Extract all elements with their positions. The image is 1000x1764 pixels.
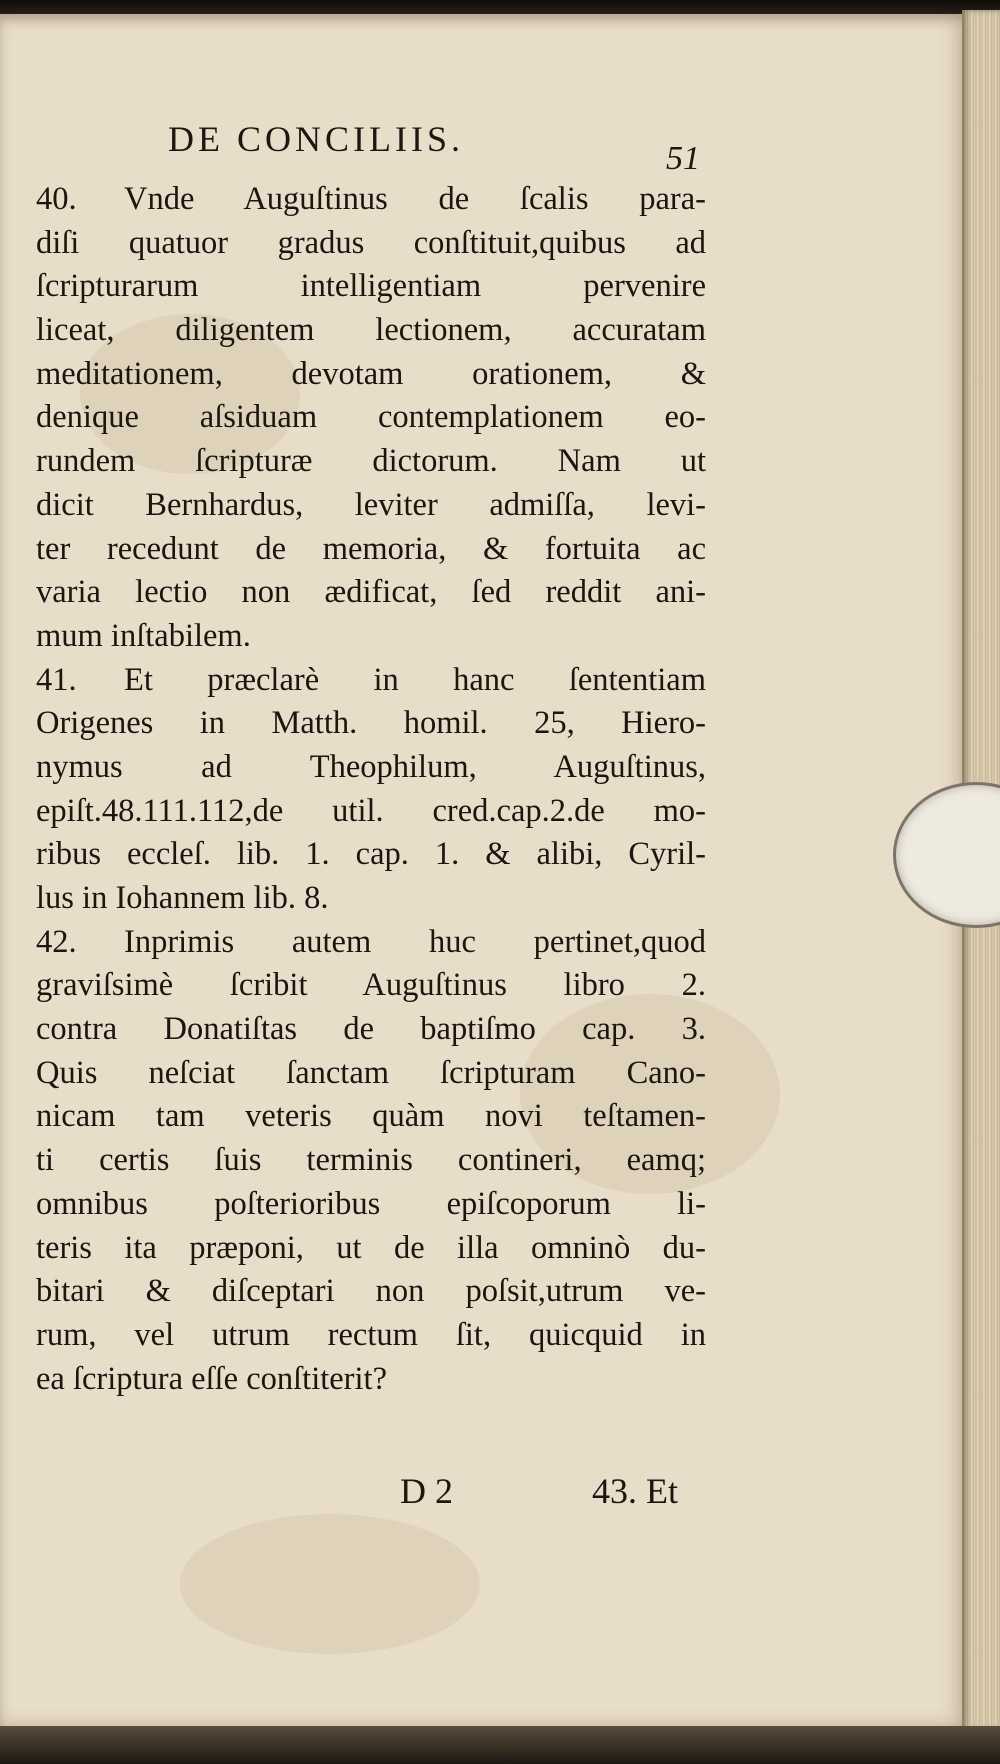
paragraph-line bbox=[36, 702, 706, 746]
running-head: DE CONCILIIS. bbox=[168, 119, 464, 159]
line-text: ea ſcriptura eſſe conſtiterit? bbox=[36, 1360, 387, 1397]
line-text: rum, vel utrum rectum ſit, quicquid in bbox=[36, 1316, 706, 1353]
paragraph-line bbox=[36, 964, 706, 1008]
paragraph-line bbox=[36, 615, 706, 659]
line-text: Origenes in Matth. homil. 25, Hiero- bbox=[36, 705, 706, 742]
line-text: Vnde Auguſtinus de ſcalis para- bbox=[124, 181, 706, 217]
paragraph-line bbox=[36, 1270, 706, 1314]
line-text: omnibus poſterioribus epiſcoporum li- bbox=[36, 1185, 706, 1222]
paragraph-line bbox=[36, 222, 706, 266]
paragraph-line bbox=[36, 1052, 706, 1096]
line-text: nicam tam veteris quàm novi teſtamen- bbox=[36, 1098, 706, 1135]
paper-stain bbox=[180, 1514, 480, 1654]
catchword: 43. Et bbox=[592, 1471, 678, 1511]
line-text: lus in Iohannem lib. 8. bbox=[36, 880, 329, 916]
line-text: Quis neſciat ſanctam ſcripturam Cano- bbox=[36, 1054, 706, 1091]
line-text: ter recedunt de memoria, & fortuita ac bbox=[36, 530, 706, 567]
line-text: Inprimis autem huc pertinet,quod bbox=[124, 923, 706, 960]
paragraph-line bbox=[36, 746, 706, 790]
line-text: graviſsimè ſcribit Auguſtinus libro 2. bbox=[36, 967, 706, 1004]
line-text: ſcripturarum intelligentiam pervenire bbox=[36, 268, 706, 305]
paragraph-line bbox=[36, 1183, 706, 1227]
paragraph-line bbox=[36, 265, 706, 309]
paragraph-first-line bbox=[36, 921, 706, 965]
line-text: dicit Bernhardus, leviter admiſſa, levi- bbox=[36, 486, 706, 523]
paragraphs bbox=[36, 178, 706, 1401]
paragraph-line bbox=[36, 1358, 706, 1402]
line-text: ti certis ſuis terminis contineri, eamq; bbox=[36, 1142, 706, 1179]
line-text: rundem ſcripturæ dictorum. Nam ut bbox=[36, 443, 706, 480]
line-text: varia lectio non ædificat, ſed reddit ani- bbox=[36, 574, 706, 611]
line-text: teris ita præponi, ut de illa omninò du- bbox=[36, 1229, 706, 1266]
paragraph-first-line bbox=[36, 659, 706, 703]
body-text bbox=[36, 178, 706, 1401]
line-text: epiſt.48.111.112,de util. cred.cap.2.de mo- bbox=[36, 792, 706, 829]
line-text: diſi quatuor gradus conſtituit,quibus ad bbox=[36, 224, 706, 261]
paragraph-line bbox=[36, 833, 706, 877]
paragraph-line bbox=[36, 484, 706, 528]
line-text: nymus ad Theophilum, Auguſtinus, bbox=[36, 748, 706, 785]
line-text: bitari & diſceptari non poſsit,utrum ve- bbox=[36, 1273, 706, 1310]
paragraph-line bbox=[36, 528, 706, 572]
paragraph-line bbox=[36, 396, 706, 440]
paragraph-line bbox=[36, 790, 706, 834]
folio-number: 51 bbox=[666, 140, 700, 177]
paragraph-line bbox=[36, 1227, 706, 1271]
paragraph-line bbox=[36, 440, 706, 484]
line-text: liceat, diligentem lectionem, accuratam bbox=[36, 312, 706, 349]
paragraph-number: 42. bbox=[36, 923, 77, 960]
paragraph-line bbox=[36, 309, 706, 353]
line-text: ribus eccleſ. lib. 1. cap. 1. & alibi, Cyril- bbox=[36, 836, 706, 873]
line-text: meditationem, devotam orationem, & bbox=[36, 355, 706, 392]
paragraph-line bbox=[36, 1139, 706, 1183]
line-text: mum inſtabilem. bbox=[36, 617, 251, 654]
bottom-edge bbox=[0, 1726, 1000, 1764]
paragraph-number: 40. bbox=[36, 181, 77, 217]
paragraph-line bbox=[36, 571, 706, 615]
paragraph-line bbox=[36, 877, 706, 921]
signature-mark: D 2 bbox=[400, 1471, 453, 1511]
paragraph-first-line bbox=[36, 178, 706, 222]
line-text: Et præclarè in hanc ſententiam bbox=[124, 661, 706, 698]
paragraph-line bbox=[36, 1095, 706, 1139]
paragraph-line bbox=[36, 1314, 706, 1358]
paragraph-line bbox=[36, 1008, 706, 1052]
line-text: denique aſsiduam contemplationem eo- bbox=[36, 399, 706, 436]
line-text: contra Donatiſtas de baptiſmo cap. 3. bbox=[36, 1011, 706, 1048]
paragraph-line bbox=[36, 353, 706, 397]
paragraph-number: 41. bbox=[36, 661, 77, 698]
